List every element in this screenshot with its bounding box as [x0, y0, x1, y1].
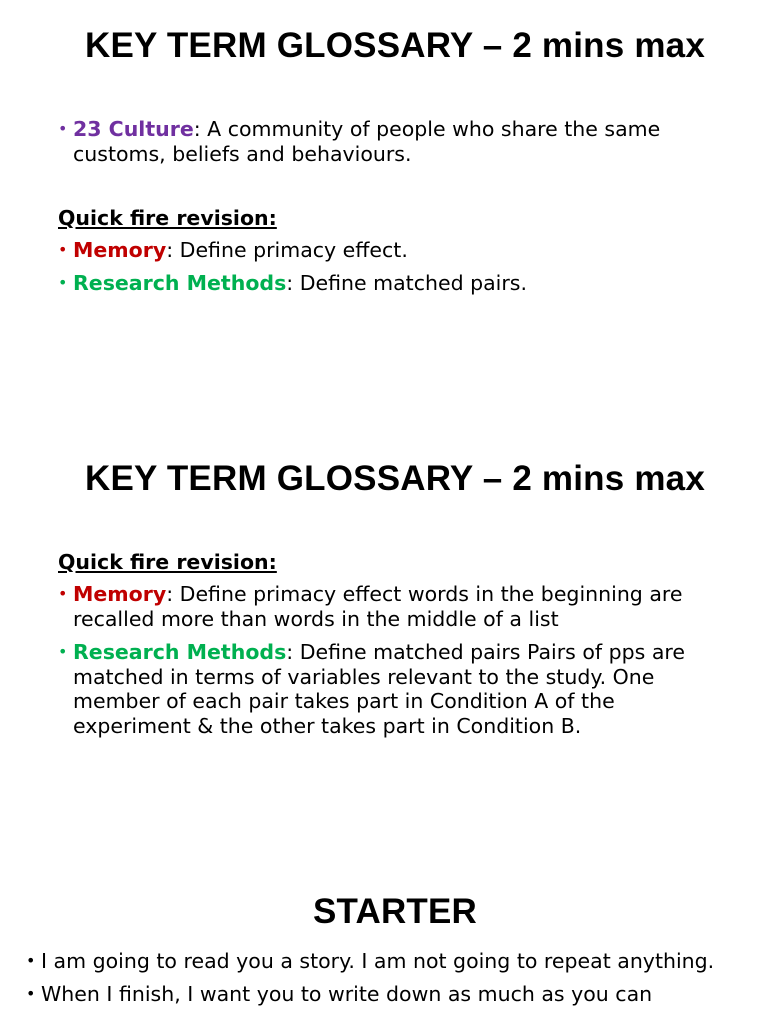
- revision-heading: Quick fire revision:: [58, 550, 277, 574]
- revision-item-text: : Define matched pairs Pairs of pps are matched in terms of variables relevant to the study. One member of each pair takes part in Condition A of the experiment & the other takes part in Condition B.: [73, 640, 685, 738]
- bullet-icon: •: [26, 951, 36, 970]
- bullet-icon: •: [58, 642, 68, 661]
- starter-item: [26, 949, 726, 974]
- bullet-icon: •: [26, 983, 36, 1003]
- slide-2-title: KEY TERM GLOSSARY – 2 mins max: [85, 459, 705, 498]
- bullet-icon: •: [58, 240, 68, 259]
- revision-item-label: Memory: [73, 582, 167, 606]
- bullet-icon: •: [58, 272, 68, 292]
- revision-heading: Quick fire revision:: [58, 206, 277, 230]
- revision-item-text: : Define matched pairs.: [286, 270, 528, 295]
- glossary-list: [58, 117, 708, 166]
- glossary-term-definition: : A community of people who share the same customs, beliefs and behaviours.: [73, 117, 661, 166]
- revision-item-memory: [58, 238, 708, 263]
- revision-item-label: Research Methods: [73, 640, 287, 664]
- starter-item-text: When I finish, I want you to write down as much as you can: [41, 981, 653, 1006]
- revision-answer-list: [58, 582, 713, 738]
- bullet-icon: •: [58, 584, 68, 603]
- revision-item-label: Memory: [73, 238, 167, 262]
- glossary-item-culture: [58, 117, 708, 166]
- revision-answer-research-methods: [58, 640, 713, 738]
- revision-item-research-methods: [58, 271, 708, 296]
- bullet-icon: •: [58, 119, 68, 138]
- starter-list: [26, 949, 726, 1006]
- glossary-term-label: 23 Culture: [73, 117, 194, 141]
- starter-item: [26, 982, 726, 1007]
- slide-1-title: KEY TERM GLOSSARY – 2 mins max: [85, 26, 705, 65]
- revision-answer-memory: [58, 582, 713, 631]
- revision-item-label: Research Methods: [73, 270, 287, 295]
- slide-3-title: STARTER: [312, 892, 478, 931]
- revision-item-text: : Define primacy effect.: [166, 238, 408, 262]
- revision-list: [58, 238, 708, 295]
- starter-item-text: I am going to read you a story. I am not going to repeat anything.: [41, 949, 715, 973]
- revision-item-text: : Define primacy effect words in the beginning are recalled more than words in the middle of a list: [73, 582, 683, 631]
